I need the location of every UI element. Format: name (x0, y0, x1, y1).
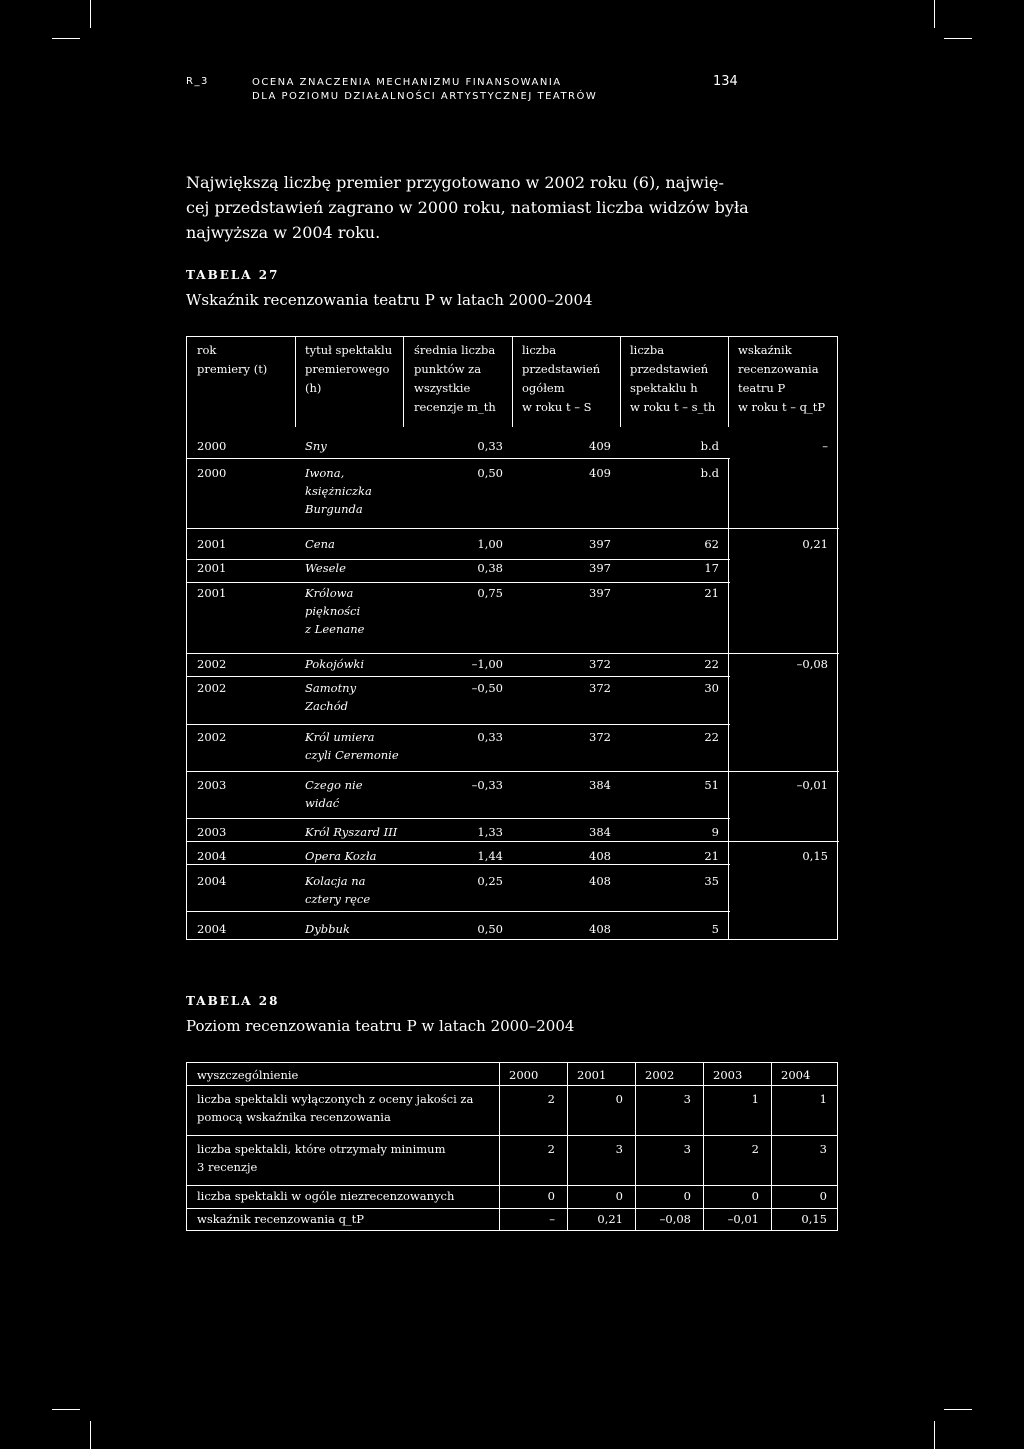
table-cell: Dybbuk (305, 922, 350, 936)
table-cell: Burgunda (305, 502, 363, 516)
table-cell: 384 (589, 825, 611, 839)
table-cell: 2 (547, 1142, 555, 1156)
paragraph-line: najwyższa w 2004 roku. (186, 223, 381, 242)
table-cell: liczba spektakli, które otrzymały minimum (197, 1142, 446, 1156)
crop-mark (52, 38, 80, 39)
crop-mark (934, 0, 935, 28)
table-cell: w roku t – S (522, 400, 592, 414)
table-cell: 1,00 (477, 537, 503, 551)
table-cell: wskaźnik (738, 343, 792, 357)
chapter-title-line: OCENA ZNACZENIA MECHANIZMU FINANSOWANIA (252, 77, 562, 88)
table-cell: 1 (819, 1092, 827, 1106)
paragraph-line: Największą liczbę premier przygotowano w 2002 roku (6), najwię- (186, 173, 724, 192)
table-cell: 408 (589, 922, 611, 936)
table-cell: w roku t – q_tP (738, 400, 826, 414)
table-cell: 30 (704, 681, 719, 695)
page-number: 134 (713, 74, 738, 89)
table-cell: 0,33 (477, 730, 503, 744)
header-cell-performances (522, 341, 600, 417)
table-cell: 372 (589, 681, 611, 695)
table-cell: Cena (305, 537, 335, 551)
table-cell: –0,08 (659, 1212, 691, 1226)
table-cell: 408 (589, 849, 611, 863)
crop-mark (944, 38, 972, 39)
table-cell: 372 (589, 657, 611, 671)
table-cell: czyli Ceremonie (305, 748, 399, 762)
table-cell: z Leenane (305, 622, 365, 636)
table-cell: recenzje m_th (414, 400, 496, 414)
table-cell: ogółem (522, 381, 565, 395)
table-cell: 0 (819, 1189, 827, 1203)
table-cell: punktów za (414, 362, 482, 376)
table-cell: 2004 (197, 922, 227, 936)
table-cell: 0 (615, 1189, 623, 1203)
table-cell: spektaklu h (630, 381, 698, 395)
table-cell: 397 (589, 561, 611, 575)
table-cell: 0,25 (477, 874, 503, 888)
table-27-caption: Wskaźnik recenzowania teatru P w latach 2000–2004 (186, 291, 593, 309)
table-cell: 0,75 (477, 586, 503, 600)
table-cell: 409 (589, 439, 611, 453)
table-cell: Opera Kozła (305, 849, 377, 863)
table-28-label: TABELA 28 (186, 994, 280, 1008)
year-header: 2001 (577, 1068, 607, 1082)
table-cell: 3 recenzje (197, 1160, 258, 1174)
table-cell: 409 (589, 466, 611, 480)
table-cell: 0,21 (597, 1212, 623, 1226)
table-cell: Królowa (305, 586, 354, 600)
table-cell: 1,44 (477, 849, 503, 863)
year-header: 2002 (645, 1068, 675, 1082)
table-cell: teatru P (738, 381, 786, 395)
table-cell: b.d (700, 466, 719, 480)
table-cell: – (549, 1212, 555, 1226)
table-cell: 2001 (197, 537, 227, 551)
table-cell: 2004 (197, 874, 227, 888)
table-cell: liczba spektakli w ogóle niezrecenzowanych (197, 1189, 455, 1203)
table-cell: 62 (704, 537, 719, 551)
table-cell: Samotny (305, 681, 357, 695)
index-value: –0,01 (796, 778, 828, 792)
table-cell: przedstawień (630, 362, 709, 376)
table-cell: 0 (547, 1189, 555, 1203)
table-cell: (h) (305, 381, 322, 395)
table-cell: 17 (704, 561, 719, 575)
crop-mark (934, 1421, 935, 1449)
table-cell: Czego nie (305, 778, 363, 792)
table-cell: 2003 (197, 825, 227, 839)
header-cell-points (414, 341, 496, 417)
table-cell: 35 (704, 874, 719, 888)
table-cell: 397 (589, 537, 611, 551)
year-header: 2004 (781, 1068, 811, 1082)
table-cell: –0,33 (471, 778, 503, 792)
table-cell: recenzowania (738, 362, 819, 376)
table-cell: 22 (704, 657, 719, 671)
table-cell: cztery ręce (305, 892, 371, 906)
table-cell: 21 (704, 586, 719, 600)
table-cell: b.d (700, 439, 719, 453)
header-cell-title (305, 341, 392, 398)
table-cell: 51 (704, 778, 719, 792)
table-cell: średnia liczba (414, 343, 496, 357)
section-code: R_3 (186, 76, 209, 87)
table-cell: 9 (711, 825, 719, 839)
header-cell-index (738, 341, 825, 417)
table-cell: wskaźnik recenzowania q_tP (197, 1212, 365, 1226)
year-header: 2003 (713, 1068, 743, 1082)
table-cell: 3 (683, 1142, 691, 1156)
table-cell: 2 (547, 1092, 555, 1106)
table-cell: 0,33 (477, 439, 503, 453)
table-28 (186, 1062, 838, 1231)
table-cell: 408 (589, 874, 611, 888)
table-cell: 0 (751, 1189, 759, 1203)
table-cell: Król umiera (305, 730, 375, 744)
table-cell: 2001 (197, 561, 227, 575)
crop-mark (90, 0, 91, 28)
table-27-label: TABELA 27 (186, 268, 280, 282)
table-cell: 3 (819, 1142, 827, 1156)
table-cell: tytuł spektaklu (305, 343, 393, 357)
table-cell: Król Ryszard III (305, 825, 398, 839)
table-cell: Sny (305, 439, 327, 453)
table-cell: 2004 (197, 849, 227, 863)
chapter-title (252, 76, 652, 104)
table-cell: liczba (522, 343, 557, 357)
table-cell: 5 (711, 922, 719, 936)
paragraph-line: cej przedstawień zagrano w 2000 roku, natomiast liczba widzów była (186, 198, 749, 217)
table-cell: premiery (t) (197, 362, 268, 376)
index-value: 0,21 (802, 537, 828, 551)
header-label (197, 1066, 298, 1084)
table-cell: Zachód (305, 699, 348, 713)
table-cell: 2002 (197, 657, 227, 671)
table-cell: 2003 (197, 778, 227, 792)
table-cell: 2001 (197, 586, 227, 600)
table-cell: 3 (683, 1092, 691, 1106)
table-cell: 0,50 (477, 922, 503, 936)
table-cell: rok (197, 343, 217, 357)
header-cell-show-performances (630, 341, 715, 417)
header-cell-year (197, 341, 267, 379)
index-value: –0,08 (796, 657, 828, 671)
table-cell: –0,50 (471, 681, 503, 695)
table-cell: Wesele (305, 561, 346, 575)
table-cell: 0,50 (477, 466, 503, 480)
table-cell: –1,00 (471, 657, 503, 671)
table-cell: 3 (615, 1142, 623, 1156)
table-28-caption: Poziom recenzowania teatru P w latach 2000–2004 (186, 1017, 575, 1035)
table-cell: wszystkie (414, 381, 471, 395)
table-cell: przedstawień (522, 362, 601, 376)
table-cell: 2002 (197, 730, 227, 744)
table-cell: widać (305, 796, 340, 810)
crop-mark (52, 1409, 80, 1410)
table-cell: premierowego (305, 362, 390, 376)
table-27 (186, 336, 838, 940)
table-cell: liczba spektakli wyłączonych z oceny jakości za (197, 1092, 474, 1106)
table-cell: 0 (683, 1189, 691, 1203)
year-header: 2000 (509, 1068, 539, 1082)
table-cell: 0,15 (801, 1212, 827, 1226)
table-cell: 2002 (197, 681, 227, 695)
table-cell: Pokojówki (305, 657, 365, 671)
crop-mark (944, 1409, 972, 1410)
body-paragraph (186, 170, 749, 245)
table-cell: pomocą wskaźnika recenzowania (197, 1110, 391, 1124)
table-cell: 2000 (197, 439, 227, 453)
table-cell: 397 (589, 586, 611, 600)
table-cell: 21 (704, 849, 719, 863)
table-cell: wyszczególnienie (197, 1068, 299, 1082)
table-cell: 0,38 (477, 561, 503, 575)
index-value: 0,15 (802, 849, 828, 863)
table-cell: 2 (751, 1142, 759, 1156)
table-cell: w roku t – s_th (630, 400, 716, 414)
table-cell: 2000 (197, 466, 227, 480)
table-cell: piękności (305, 604, 361, 618)
table-cell: 0 (615, 1092, 623, 1106)
index-value: – (822, 439, 828, 453)
table-cell: 372 (589, 730, 611, 744)
crop-mark (90, 1421, 91, 1449)
table-cell: Iwona, (305, 466, 345, 480)
table-cell: –0,01 (727, 1212, 759, 1226)
table-cell: 22 (704, 730, 719, 744)
table-cell: liczba (630, 343, 665, 357)
chapter-title-line: DLA POZIOMU DZIAŁALNOŚCI ARTYSTYCZNEJ TEATRÓW (252, 91, 598, 102)
table-cell: księżniczka (305, 484, 372, 498)
table-cell: 1 (751, 1092, 759, 1106)
table-cell: 384 (589, 778, 611, 792)
table-cell: 1,33 (477, 825, 503, 839)
table-cell: Kolacja na (305, 874, 366, 888)
